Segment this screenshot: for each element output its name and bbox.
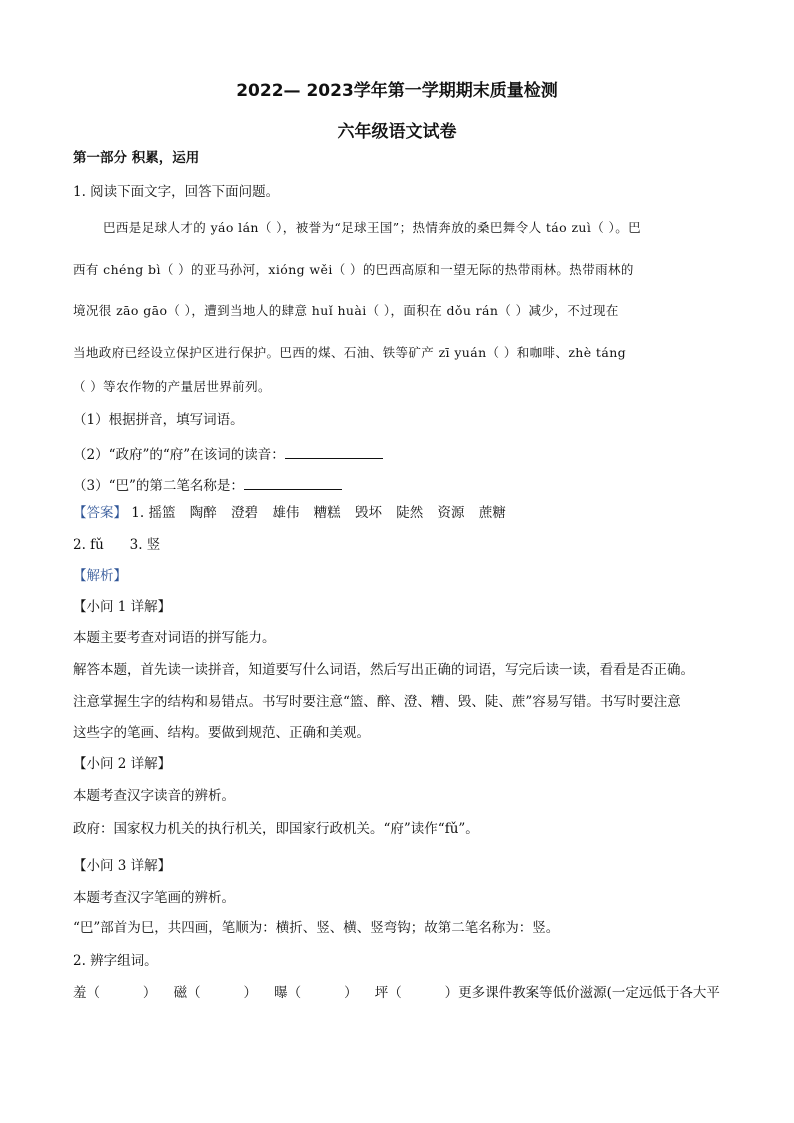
answer-line-2: 2. fǔ 3. 竖	[73, 537, 161, 553]
passage-line: 巴西是足球人才的 yáo lán（ ），被誉为“足球王国”；热情奔放的桑巴舞令人 táo zuì（ ）。巴	[103, 220, 641, 235]
section-heading: 第一部分 积累，运用	[73, 150, 200, 166]
detail-2-line: 本题考查汉字读音的辨析。	[73, 788, 235, 804]
detail-2-tag: 【小问 2 详解】	[73, 756, 172, 772]
passage-line: 当地政府已经设立保护区进行保护。巴西的煤、石油、铁等矿产 zī yuán（ ）和咖啡、zhè táng	[73, 345, 627, 360]
answer-word: 资源	[437, 505, 465, 521]
sub-question-3-text: （3）“巴”的第二笔名称是：	[73, 478, 244, 494]
sub-question-2-text: （2）“政府”的“府”在该词的读音：	[73, 447, 285, 463]
question-2-line: 羞（ ） 磁（ ） 曝（ ） 坪（ ）更多课件教案等低价滋源(一定远低于各大平	[73, 985, 720, 1001]
answer-word: 陡然	[396, 505, 424, 521]
detail-1-line: 注意掌握生字的结构和易错点。书写时要注意“篮、醉、澄、糟、毁、陡、蔗”容易写错。书写时要注意	[73, 694, 681, 710]
passage-line: 境况很 zāo gāo（ ），遭到当地人的肆意 huǐ huài（ ），面积在 dǒu rán（ ）减少，不过现在	[73, 303, 619, 318]
question-2-stem: 2. 辨字组词。	[73, 953, 158, 969]
answer-word: 澄碧	[231, 505, 259, 521]
answer-word: 1. 摇篮	[131, 505, 176, 521]
answer-word: 糟糕	[313, 505, 341, 521]
detail-1-line: 本题主要考查对词语的拼写能力。	[73, 630, 276, 646]
answer-word: 毁坏	[354, 505, 382, 521]
passage-line: 西有 chéng bì（ ）的亚马孙河，xióng wěi（ ）的巴西高原和一望无际的热带雨林。热带雨林的	[73, 262, 634, 277]
detail-1-line: 解答本题，首先读一读拼音，知道要写什么词语，然后写出正确的词语，写完后读一读，看看是否正确。	[73, 662, 694, 678]
question-1-stem: 1. 阅读下面文字，回答下面问题。	[73, 184, 280, 200]
analysis-tag: 【解析】	[73, 568, 127, 584]
answer-blank[interactable]	[285, 446, 383, 459]
document-subtitle: 六年级语文试卷	[337, 122, 457, 142]
detail-3-line: 本题考查汉字笔画的辨析。	[73, 890, 235, 906]
answer-line	[73, 507, 516, 521]
sub-question-1: （1）根据拼音，填写词语。	[73, 412, 244, 428]
sub-question-3	[73, 477, 342, 494]
answer-word: 蔗糖	[478, 505, 506, 521]
detail-1-line: 这些字的笔画、结构。要做到规范、正确和美观。	[73, 725, 370, 741]
document-title: 2022— 2023学年第一学期期末质量检测	[236, 81, 558, 101]
detail-2-line: 政府：国家权力机关的执行机关，即国家行政机关。“府”读作“fǔ”。	[73, 821, 479, 837]
answer-word: 陶醉	[189, 505, 217, 521]
detail-3-line: “巴”部首为巳，共四画，笔顺为：横折、竖、横、竖弯钩；故第二笔名称为：竖。	[73, 920, 560, 936]
detail-3-tag: 【小问 3 详解】	[73, 858, 172, 874]
passage-line: （ ）等农作物的产量居世界前列。	[73, 379, 271, 394]
answer-blank[interactable]	[244, 477, 342, 490]
sub-question-2	[73, 446, 383, 463]
answer-word: 雄伟	[272, 505, 300, 521]
detail-1-tag: 【小问 1 详解】	[73, 599, 172, 615]
answer-tag: 【答案】	[73, 505, 127, 521]
